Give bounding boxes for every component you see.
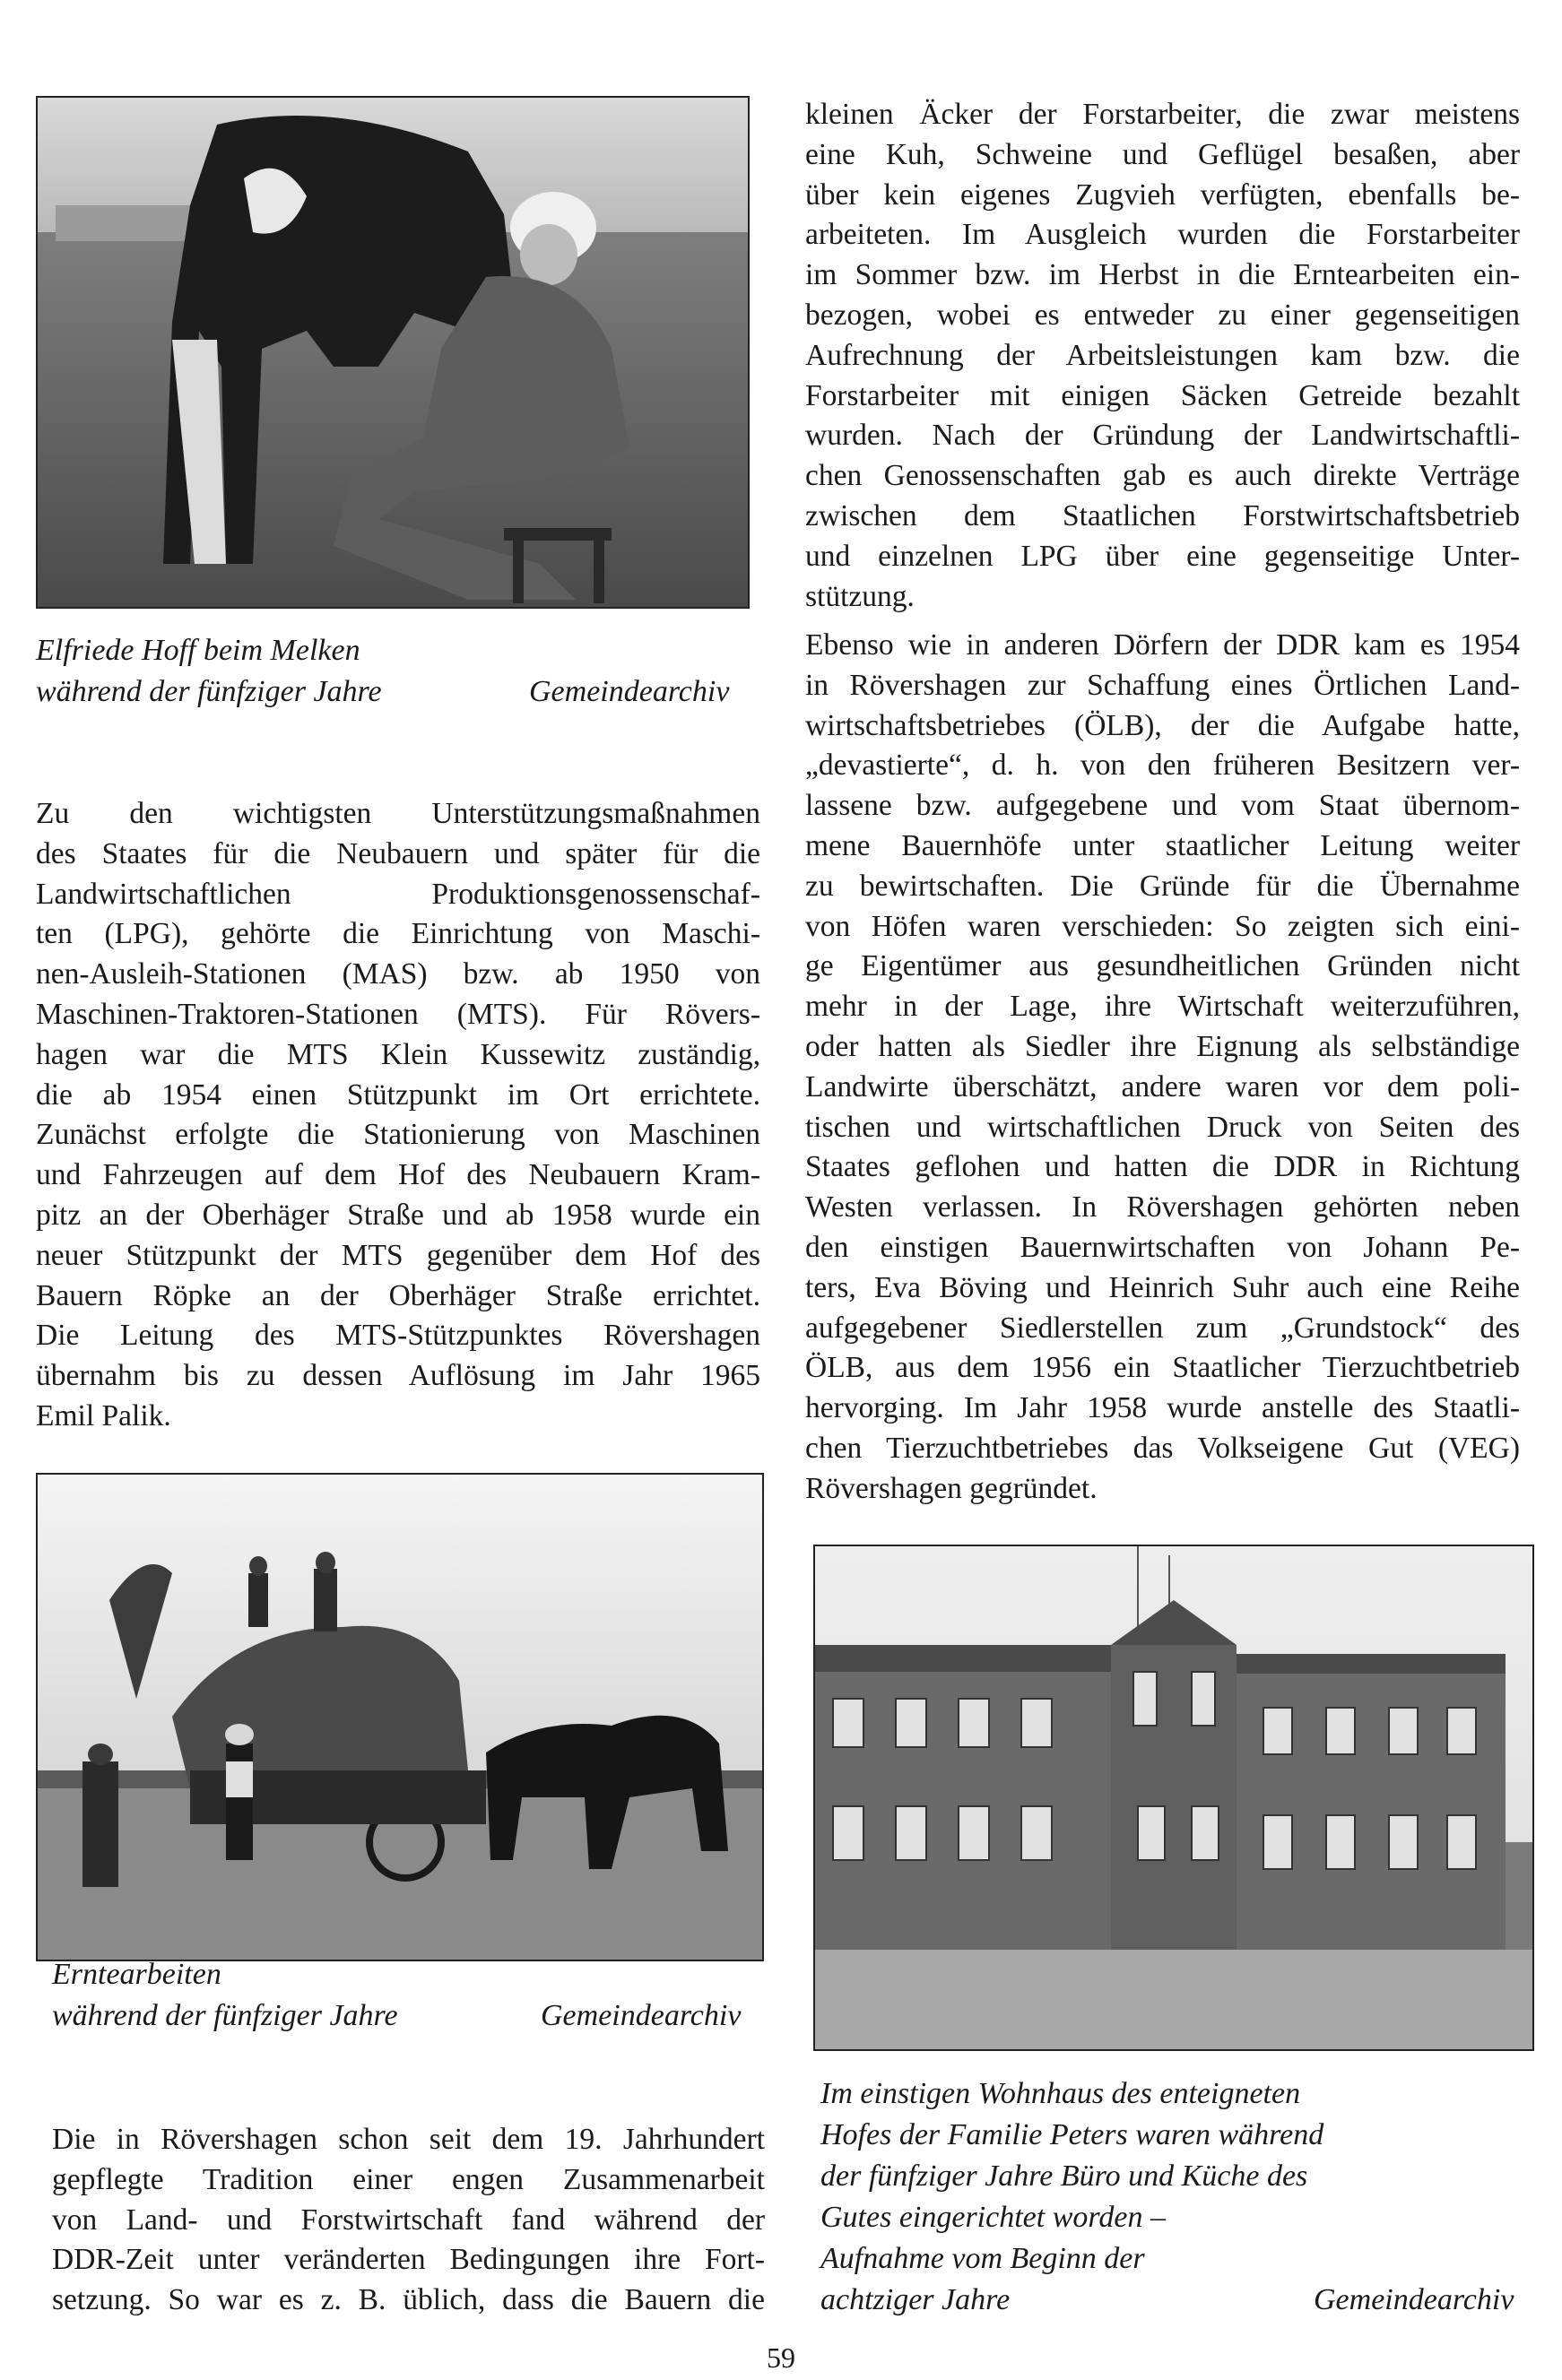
- text-line: mehr in der Lage, ihre Wirtschaft weiterzuführen,: [805, 990, 1520, 1024]
- text-line: pitz an der Oberhäger Straße und ab 1958 wurde ein: [36, 1198, 760, 1232]
- text-line: hervorging. Im Jahr 1958 wurde anstelle des Staatli-: [805, 1391, 1520, 1425]
- text-line: Ebenso wie in anderen Dörfern der DDR kam es 1954: [805, 628, 1520, 662]
- text-line: Westen verlassen. In Rövershagen gehörten neben: [805, 1190, 1520, 1225]
- text-line: Staates geflohen und hatten die DDR in Richtung: [805, 1150, 1520, 1184]
- credit-harvest: Gemeindearchiv: [541, 1999, 742, 2032]
- right-paragraph-1: [805, 95, 1520, 617]
- photo-milking: [36, 96, 750, 609]
- text-line: Bauern Röpke an der Oberhäger Straße errichtet.: [36, 1278, 760, 1312]
- text-line: stützung.: [805, 579, 915, 613]
- credit-farmhouse: Gemeindearchiv: [1314, 2283, 1514, 2316]
- text-line: Die in Rövershagen schon seit dem 19. Jahrhundert: [52, 2123, 765, 2156]
- text-line: Landwirtschaftlichen Produktionsgenossenschaf-: [36, 877, 760, 911]
- text-line: Zu den wichtigsten Unterstützungsmaßnahmen: [36, 797, 760, 830]
- caption-line: der fünfziger Jahre Büro und Küche des: [820, 2159, 1308, 2193]
- text-line: wirtschaftsbetriebes (ÖLB), der die Aufgabe hatte,: [805, 708, 1520, 742]
- text-line: des Staates für die Neubauern und später für die: [36, 836, 760, 870]
- text-line: von Land- und Forstwirtschaft fand während der: [52, 2203, 765, 2237]
- text-line: Landwirte überschätzt, andere waren vor dem poli-: [805, 1069, 1520, 1103]
- text-line: ten (LPG), gehörte die Einrichtung von Maschi-: [36, 917, 760, 951]
- text-line: lassene bzw. aufgegebene und vom Staat übernom-: [805, 789, 1520, 823]
- text-line: zwischen dem Staatlichen Forstwirtschaftsbetrieb: [805, 498, 1520, 532]
- text-line: zu bewirtschaften. Die Gründe für die Übernahme: [805, 869, 1520, 903]
- right-paragraph-2: [805, 626, 1520, 1510]
- text-line: setzung. So war es z. B. üblich, dass die Bauern die: [52, 2283, 765, 2317]
- text-line: nen-Ausleih-Stationen (MAS) bzw. ab 1950 von: [36, 957, 760, 991]
- text-line: Zunächst erfolgte die Stationierung von Maschinen: [36, 1118, 760, 1152]
- text-line: Aufrechnung der Arbeitsleistungen kam bzw. die: [805, 338, 1520, 372]
- caption-harvest: [52, 1954, 398, 2037]
- text-line: tischen und wirtschaftlichen Druck von Seiten des: [805, 1110, 1520, 1144]
- photo-farmhouse: [813, 1545, 1534, 2051]
- text-line: Maschinen-Traktoren-Stationen (MTS). Für Rövers-: [36, 997, 760, 1031]
- text-line: von Höfen waren verschieden: So zeigten sich eini-: [805, 909, 1520, 943]
- text-line: mene Bauernhöfe unter staatlicher Leitung weiter: [805, 828, 1520, 862]
- text-line: oder hatten als Siedler ihre Eignung als selbständige: [805, 1029, 1520, 1063]
- text-line: kleinen Äcker der Forstarbeiter, die zwar meistens: [805, 98, 1520, 131]
- caption-line: während der fünfziger Jahre: [52, 1999, 398, 2032]
- text-line: ters, Eva Böving und Heinrich Suhr auch eine Reihe: [805, 1270, 1520, 1304]
- text-line: in Rövershagen zur Schaffung eines Örtlichen Land-: [805, 668, 1520, 702]
- credit-milking: Gemeindearchiv: [529, 675, 730, 708]
- text-line: chen Tierzuchtbetriebes das Volkseigene Gut (VEG): [805, 1431, 1520, 1465]
- text-line: hagen war die MTS Klein Kussewitz zuständig,: [36, 1037, 760, 1071]
- text-line: im Sommer bzw. im Herbst in die Erntearbeiten ein-: [805, 258, 1520, 292]
- caption-line: Gutes eingerichtet worden –: [820, 2201, 1166, 2234]
- text-line: DDR-Zeit unter veränderten Bedingungen ihre Fort-: [52, 2243, 765, 2277]
- text-line: ÖLB, aus dem 1956 ein Staatlicher Tierzuchtbetrieb: [805, 1351, 1520, 1385]
- caption-line: Elfriede Hoff beim Melken: [36, 634, 360, 667]
- caption-line: Im einstigen Wohnhaus des enteigneten: [820, 2077, 1301, 2110]
- text-line: Rövershagen gegründet.: [805, 1471, 1098, 1505]
- caption-line: achtziger Jahre: [820, 2283, 1011, 2316]
- caption-milking: [36, 630, 382, 713]
- text-line: die ab 1954 einen Stützpunkt im Ort errichtete.: [36, 1077, 760, 1112]
- text-line: Forstarbeiter mit einigen Säcken Getreide bezahlt: [805, 378, 1520, 412]
- caption-farmhouse: [820, 2073, 1323, 2321]
- text-line: aufgegebener Siedlerstellen zum „Grundstock“ des: [805, 1311, 1520, 1345]
- caption-line: Aufnahme vom Beginn der: [820, 2242, 1145, 2275]
- caption-line: Erntearbeiten: [52, 1958, 221, 1991]
- page-number: 59: [767, 2341, 795, 2374]
- text-line: gepflegte Tradition einer engen Zusammenarbeit: [52, 2162, 765, 2196]
- text-line: Emil Palik.: [36, 1398, 171, 1432]
- caption-line: während der fünfziger Jahre: [36, 675, 382, 708]
- text-line: und einzelnen LPG über eine gegenseitige Unter-: [805, 539, 1520, 573]
- text-line: arbeiteten. Im Ausgleich wurden die Forstarbeiter: [805, 218, 1520, 252]
- text-line: über kein eigenes Zugvieh verfügten, ebenfalls be-: [805, 177, 1520, 212]
- text-line: ge Eigentümer aus gesundheitlichen Gründen nicht: [805, 949, 1520, 983]
- text-line: eine Kuh, Schweine und Geflügel besaßen, aber: [805, 137, 1520, 171]
- text-line: und Fahrzeugen auf dem Hof des Neubauern Kram-: [36, 1158, 760, 1192]
- text-line: wurden. Nach der Gründung der Landwirtschaftli-: [805, 419, 1520, 453]
- photo-harvest: [36, 1473, 764, 1961]
- text-line: bezogen, wobei es entweder zu einer gegenseitigen: [805, 298, 1520, 332]
- text-line: chen Genossenschaften gab es auch direkte Verträge: [805, 459, 1520, 493]
- text-line: übernahm bis zu dessen Auflösung im Jahr 1965: [36, 1359, 760, 1393]
- left-paragraph-1: [36, 794, 760, 1437]
- left-paragraph-2: [52, 2120, 765, 2321]
- caption-line: Hofes der Familie Peters waren während: [820, 2118, 1324, 2151]
- text-line: den einstigen Bauernwirtschaften von Johann Pe-: [805, 1230, 1520, 1264]
- text-line: Die Leitung des MTS-Stützpunktes Rövershagen: [36, 1319, 760, 1353]
- text-line: neuer Stützpunkt der MTS gegenüber dem Hof des: [36, 1238, 760, 1272]
- text-line: „devastierte“, d. h. von den früheren Besitzern ver-: [805, 749, 1520, 783]
